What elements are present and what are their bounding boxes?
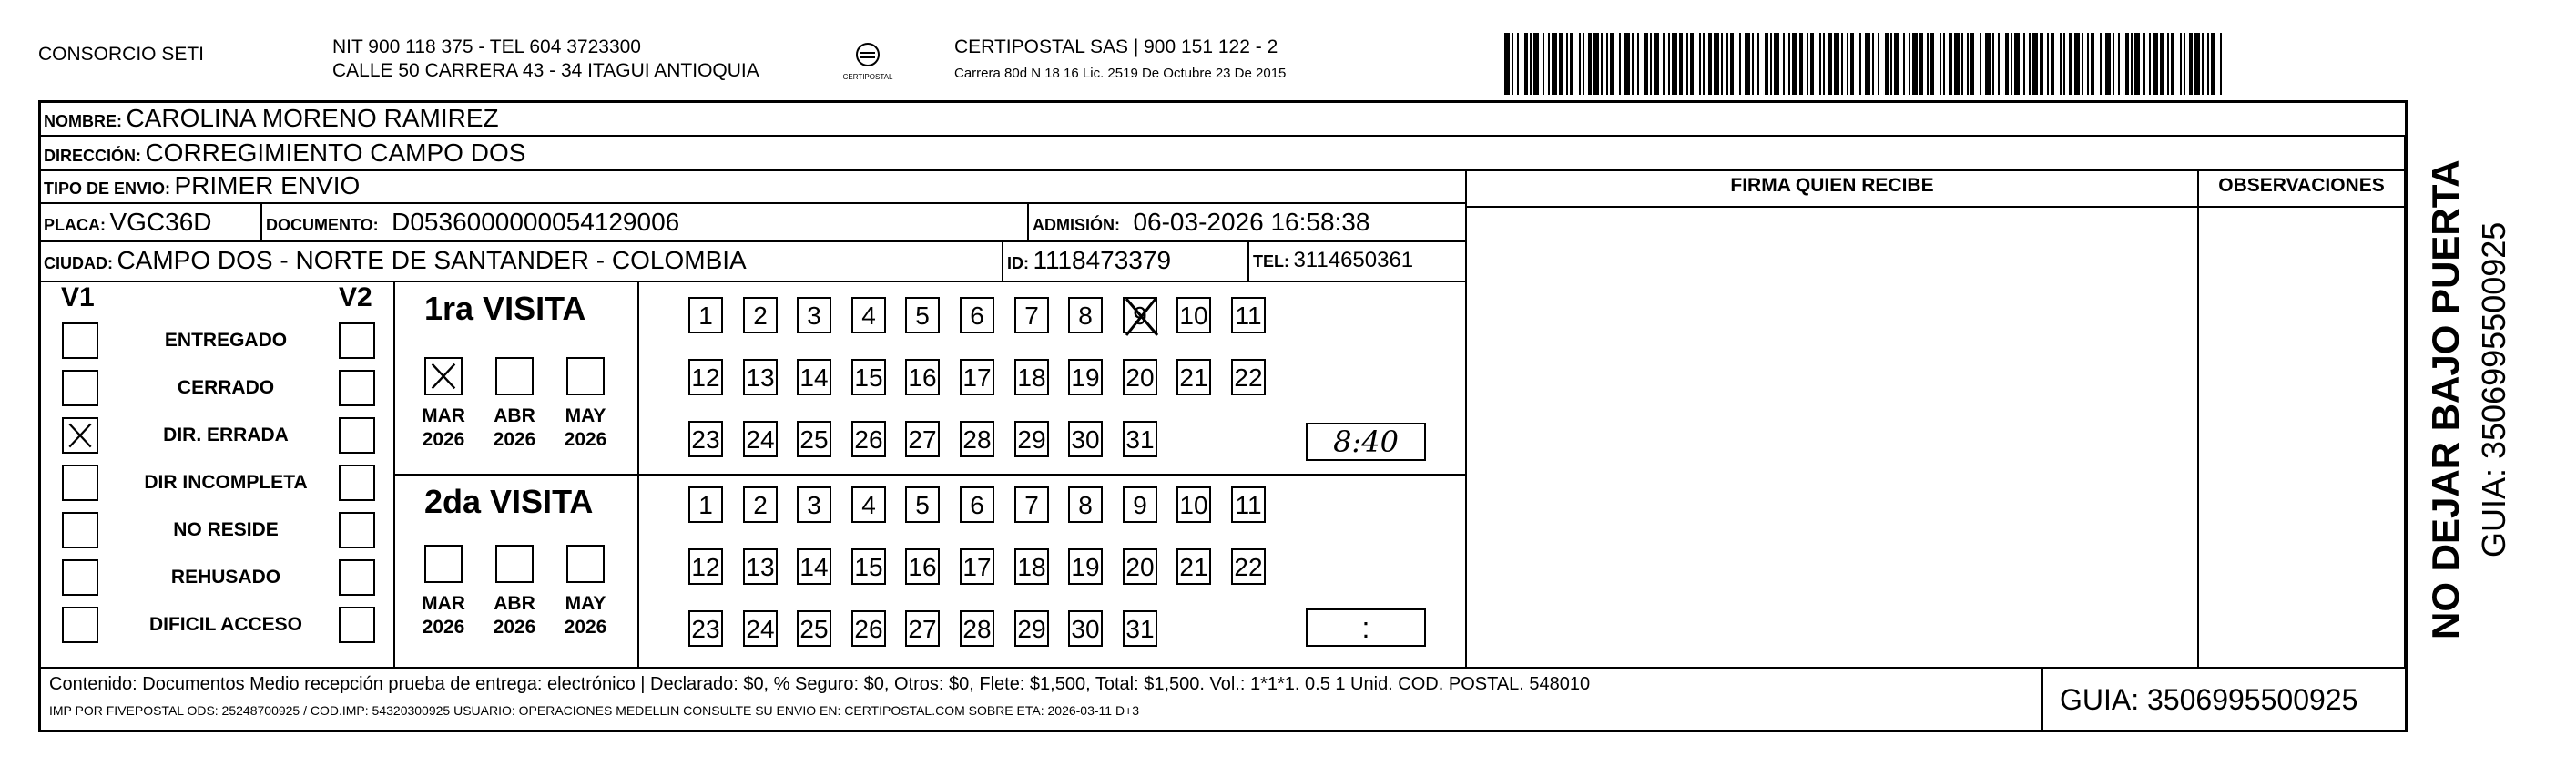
day-box[interactable]: 23 xyxy=(688,421,723,457)
id-label: ID: xyxy=(1007,254,1029,272)
day-box[interactable]: 27 xyxy=(905,421,940,457)
placa-label: PLACA: xyxy=(44,216,106,234)
month-label: MAY xyxy=(565,405,606,426)
month-label: MAR xyxy=(422,593,465,614)
year-label: 2026 xyxy=(564,429,607,450)
day-box[interactable]: 3 xyxy=(797,297,831,333)
visit2-title: 2da VISITA xyxy=(424,483,594,520)
day-box[interactable]: 8 xyxy=(1068,486,1103,523)
visit1-time-value: 8:40 xyxy=(1333,424,1399,459)
day-box[interactable]: 1 xyxy=(688,297,723,333)
month-checkbox[interactable] xyxy=(566,545,605,583)
day-box[interactable]: 25 xyxy=(797,421,831,457)
v2-checkbox[interactable] xyxy=(339,370,375,406)
admision-row xyxy=(1033,206,1369,243)
tipo-value: PRIMER ENVIO xyxy=(174,171,361,199)
signature-area[interactable] xyxy=(1468,210,2196,665)
v2-checkbox[interactable] xyxy=(339,465,375,501)
day-box[interactable]: 24 xyxy=(743,421,778,457)
year-label: 2026 xyxy=(564,617,607,638)
day-box[interactable]: 2 xyxy=(743,486,778,523)
v2-checkbox[interactable] xyxy=(339,417,375,454)
month-label: ABR xyxy=(494,593,535,614)
day-box[interactable]: 30 xyxy=(1068,421,1103,457)
v1-checkbox[interactable] xyxy=(62,607,98,643)
direccion-value: CORREGIMIENTO CAMPO DOS xyxy=(145,138,526,167)
certipostal-logo xyxy=(836,38,900,84)
day-box[interactable]: 5 xyxy=(905,297,940,333)
placa-value: VGC36D xyxy=(109,208,212,236)
day-box[interactable]: 29 xyxy=(1014,421,1049,457)
ciudad-value: CAMPO DOS - NORTE DE SANTANDER - COLOMBIA xyxy=(117,246,747,274)
v2-checkbox[interactable] xyxy=(339,607,375,643)
day-box[interactable]: 18 xyxy=(1014,359,1049,395)
address-line: CALLE 50 CARRERA 43 - 34 ITAGUI ANTIOQUIA xyxy=(332,60,759,81)
day-box[interactable]: 6 xyxy=(960,486,994,523)
direccion-row xyxy=(44,137,525,174)
day-box[interactable]: 20 xyxy=(1123,359,1157,395)
day-box[interactable]: 28 xyxy=(960,610,994,647)
v1-checkbox[interactable] xyxy=(62,370,98,406)
day-box[interactable]: 30 xyxy=(1068,610,1103,647)
day-box[interactable]: 15 xyxy=(851,359,886,395)
v1-checkbox[interactable] xyxy=(62,322,98,359)
reason-label: DIR INCOMPLETA xyxy=(144,472,308,493)
nombre-value: CAROLINA MORENO RAMIREZ xyxy=(126,104,499,132)
visit1-time[interactable] xyxy=(1306,423,1426,461)
month-label: ABR xyxy=(494,405,535,426)
day-box[interactable]: 8 xyxy=(1068,297,1103,333)
day-box[interactable]: 16 xyxy=(905,359,940,395)
carrier-line: CERTIPOSTAL SAS | 900 151 122 - 2 xyxy=(954,36,1278,57)
reason-label: ENTREGADO xyxy=(164,330,288,351)
reason-label: REHUSADO xyxy=(170,567,281,588)
side-guia: GUIA: 3506995500925 xyxy=(2475,221,2512,557)
month-checkbox[interactable] xyxy=(495,357,534,395)
day-box[interactable]: 19 xyxy=(1068,548,1103,585)
v2-header: V2 xyxy=(339,282,372,312)
day-box[interactable]: 12 xyxy=(688,548,723,585)
month-checkbox[interactable] xyxy=(424,545,463,583)
day-box[interactable]: 24 xyxy=(743,610,778,647)
day-box[interactable]: 18 xyxy=(1014,548,1049,585)
day-box[interactable]: 31 xyxy=(1123,610,1157,647)
day-box[interactable]: 4 xyxy=(851,297,886,333)
day-box[interactable]: 26 xyxy=(851,610,886,647)
observations-area[interactable] xyxy=(2200,210,2402,665)
side-warning: NO DEJAR BAJO PUERTA xyxy=(2424,159,2467,639)
day-box[interactable]: 9 xyxy=(1123,297,1157,333)
day-box[interactable]: 23 xyxy=(688,610,723,647)
id-value: 1118473379 xyxy=(1033,246,1172,274)
v1-header: V1 xyxy=(61,282,95,312)
day-box[interactable]: 17 xyxy=(960,548,994,585)
day-box[interactable]: 20 xyxy=(1123,548,1157,585)
footer-content-line: Contenido: Documentos Medio recepción prueba de entrega: electrónico | Declarado: $0, % Seguro: $0, Otros: $0, Flete: $1,500, Total: $1,500. Vol.: 1*1*1. 0.5 1 Unid. COD. POSTAL. 548010 xyxy=(49,674,1591,694)
v2-checkbox[interactable] xyxy=(339,322,375,359)
day-box[interactable]: 14 xyxy=(797,359,831,395)
day-box[interactable]: 17 xyxy=(960,359,994,395)
year-label: 2026 xyxy=(422,429,465,450)
day-box[interactable]: 26 xyxy=(851,421,886,457)
day-box[interactable]: 12 xyxy=(688,359,723,395)
day-box[interactable]: 22 xyxy=(1231,359,1266,395)
id-row xyxy=(1007,244,1171,281)
day-box[interactable]: 14 xyxy=(797,548,831,585)
v1-checkbox[interactable] xyxy=(62,512,98,548)
day-box[interactable]: 7 xyxy=(1014,297,1049,333)
day-box[interactable]: 21 xyxy=(1176,359,1211,395)
svg-text:CERTIPOSTAL: CERTIPOSTAL xyxy=(842,73,893,81)
day-box[interactable]: 28 xyxy=(960,421,994,457)
visit1-title: 1ra VISITA xyxy=(424,290,586,327)
v1-checkbox[interactable] xyxy=(62,559,98,596)
nombre-label: NOMBRE: xyxy=(44,112,122,130)
firma-label: FIRMA QUIEN RECIBE xyxy=(1730,175,1934,196)
reason-label: DIFICIL ACCESO xyxy=(148,614,302,635)
direccion-label: DIRECCIÓN: xyxy=(44,147,141,165)
tel-label: TEL: xyxy=(1253,252,1289,271)
tel-value: 3114650361 xyxy=(1293,248,1414,272)
day-box[interactable]: 21 xyxy=(1176,548,1211,585)
placa-row xyxy=(44,206,212,243)
day-box[interactable]: 11 xyxy=(1231,486,1266,523)
day-box[interactable]: 16 xyxy=(905,548,940,585)
day-box[interactable]: 3 xyxy=(797,486,831,523)
tipo-label: TIPO DE ENVIO: xyxy=(44,179,171,198)
tipo-row xyxy=(44,169,360,207)
footer-imp-line: IMP POR FIVEPOSTAL ODS: 25248700925 / COD.IMP: 54320300925 USUARIO: OPERACIONES MEDELLIN CONSULTE SU ENVIO EN: CERTIPOSTAL.COM SOBRE ETA: 2026-03-11 D+3 xyxy=(49,703,1140,718)
day-box[interactable]: 10 xyxy=(1176,486,1211,523)
day-box[interactable]: 27 xyxy=(905,610,940,647)
day-box[interactable]: 29 xyxy=(1014,610,1049,647)
day-box[interactable]: 1 xyxy=(688,486,723,523)
v1-checkbox[interactable] xyxy=(62,417,98,454)
month-checkbox[interactable] xyxy=(566,357,605,395)
ciudad-row xyxy=(44,244,747,281)
visit2-time[interactable] xyxy=(1306,608,1426,647)
day-box[interactable]: 13 xyxy=(743,548,778,585)
v2-checkbox[interactable] xyxy=(339,559,375,596)
day-box[interactable]: 5 xyxy=(905,486,940,523)
admision-label: ADMISIÓN: xyxy=(1033,216,1120,234)
day-box[interactable]: 6 xyxy=(960,297,994,333)
license-line: Carrera 80d N 18 16 Lic. 2519 De Octubre 23 De 2015 xyxy=(954,66,1287,81)
day-box[interactable]: 10 xyxy=(1176,297,1211,333)
barcode xyxy=(1504,33,2225,95)
day-box[interactable]: 31 xyxy=(1123,421,1157,457)
documento-label: DOCUMENTO: xyxy=(266,216,379,234)
day-box[interactable]: 2 xyxy=(743,297,778,333)
day-box[interactable]: 19 xyxy=(1068,359,1103,395)
tel-row xyxy=(1253,244,1413,280)
v1-checkbox[interactable] xyxy=(62,465,98,501)
day-box[interactable]: 11 xyxy=(1231,297,1266,333)
documento-row xyxy=(266,206,679,243)
day-box[interactable]: 9 xyxy=(1123,486,1157,523)
day-box[interactable]: 4 xyxy=(851,486,886,523)
visit2-time-value: : xyxy=(1361,611,1370,644)
nit-line: NIT 900 118 375 - TEL 604 3723300 xyxy=(332,36,641,57)
year-label: 2026 xyxy=(493,617,536,638)
month-label: MAY xyxy=(565,593,606,614)
day-box[interactable]: 13 xyxy=(743,359,778,395)
v2-checkbox[interactable] xyxy=(339,512,375,548)
year-label: 2026 xyxy=(493,429,536,450)
observaciones-label: OBSERVACIONES xyxy=(2218,175,2385,196)
reason-label: NO RESIDE xyxy=(173,519,279,540)
day-box[interactable]: 25 xyxy=(797,610,831,647)
day-box[interactable]: 7 xyxy=(1014,486,1049,523)
month-checkbox[interactable] xyxy=(495,545,534,583)
reason-label: DIR. ERRADA xyxy=(163,424,289,445)
ciudad-label: CIUDAD: xyxy=(44,254,113,272)
month-checkbox[interactable] xyxy=(424,357,463,395)
admision-value: 06-03-2026 16:58:38 xyxy=(1133,208,1370,236)
company-name: CONSORCIO SETI xyxy=(38,44,205,65)
month-label: MAR xyxy=(422,405,465,426)
day-box[interactable]: 22 xyxy=(1231,548,1266,585)
reason-label: CERRADO xyxy=(177,377,275,398)
day-box[interactable]: 15 xyxy=(851,548,886,585)
year-label: 2026 xyxy=(422,617,465,638)
nombre-row xyxy=(44,102,499,139)
footer-guia: GUIA: 3506995500925 xyxy=(2060,683,2358,716)
documento-value: D0536000000054129006 xyxy=(392,208,680,236)
